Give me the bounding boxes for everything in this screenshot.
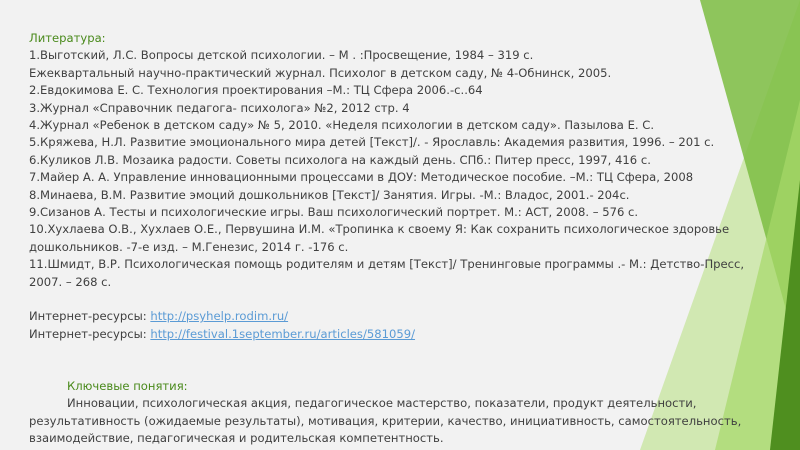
internet-resource-label: Интернет-ресурсы: xyxy=(29,309,151,324)
reference-item: 5.Кряжева, Н.Л. Развитие эмоционального мира детей [Текст]/. - Ярославль: Академия развития, 1996. – 201 с. xyxy=(29,135,715,150)
reference-item: 7.Майер А. А. Управление инновационными процессами в ДОУ: Методическое пособие. –М.: ТЦ Сфера, 2008 xyxy=(29,170,694,185)
literature-heading: Литература: xyxy=(29,31,106,45)
reference-item: 2.Евдокимова Е. С. Технология проектирования –М.: ТЦ Сфера 2006.-с..64 xyxy=(29,83,483,98)
internet-resource xyxy=(29,308,759,325)
keywords-title: Ключевые понятия: xyxy=(67,379,188,394)
internet-resource-label: Интернет-ресурсы: xyxy=(29,326,151,341)
reference-item: 8.Минаева, В.М. Развитие эмоций дошкольников [Текст]/ Занятия. Игры. -М.: Владос, 2001.- 204с. xyxy=(29,187,630,202)
reference-item: 4.Журнал «Ребенок в детском саду» № 5, 2010. «Неделя психологии в детском саду». Пазылова Е. С. xyxy=(29,118,655,133)
reference-item: 10.Хухлаева О.В., Хухлаев О.Е., Первушина И.М. «Тропинка к своему Я: Как сохранить психологическое здоровье дошкольников. -7-е изд. – М.Генезис, 2014 г. -176 с. xyxy=(29,222,730,254)
spacer xyxy=(29,361,759,378)
internet-resource xyxy=(29,326,759,343)
reference-item: 11.Шмидт, В.Р. Психологическая помощь родителям и детям [Текст]/ Тренинговые программы .- М.: Детство-Пресс, 2007. – 268 с. xyxy=(29,257,745,289)
reference-item: Ежеквартальный научно-практический журнал. Психолог в детском саду, № 4-Обнинск, 2005. xyxy=(29,65,612,80)
internet-resource-link[interactable]: http://psyhelp.rodim.ru/ xyxy=(150,309,289,324)
keywords-text: Инновации, психологическая акция, педагогическое мастерство, показатели, продукт деятельности, результативность (ожидаемые результаты), мотивация, критерии, качество, инициативность, самостоятельность, взаимодействие, педагогическая и родительская компетентность. xyxy=(29,396,742,446)
reference-item: 1.Выготский, Л.С. Вопросы детской психологии. – М . :Просвещение, 1984 – 319 с. xyxy=(29,48,534,63)
reference-item: 3.Журнал «Справочник педагога- психолога» №2, 2012 стр. 4 xyxy=(29,100,410,115)
spacer xyxy=(29,291,759,308)
spacer xyxy=(29,343,759,360)
reference-item: 9.Сизанов А. Тесты и психологические игры. Ваш психологический портрет. М.: АСТ, 2008. – 576 с. xyxy=(29,205,639,220)
slide-content xyxy=(29,30,759,448)
internet-resource-link[interactable]: http://festival.1september.ru/articles/581059/ xyxy=(150,326,416,341)
reference-item: 6.Куликов Л.В. Мозаика радости. Советы психолога на каждый день. СПб.: Питер пресс, 1997, 416 с. xyxy=(29,152,651,167)
